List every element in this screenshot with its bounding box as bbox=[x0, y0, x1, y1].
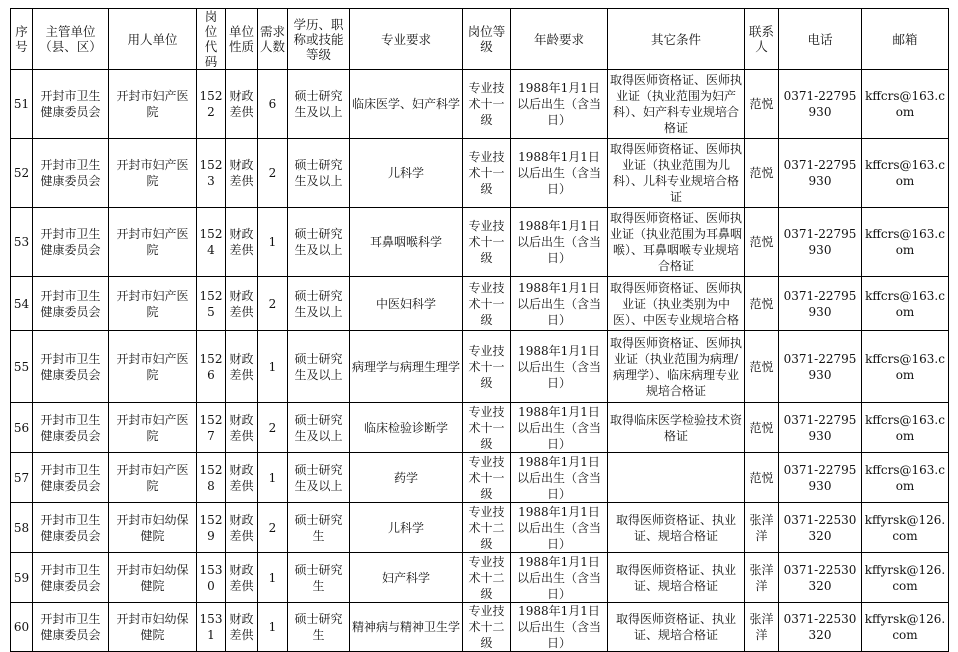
cell-nature: 财政差供 bbox=[226, 331, 258, 403]
cell-edu: 硕士研究生及以上 bbox=[288, 453, 350, 503]
cell-count: 2 bbox=[258, 403, 288, 453]
cell-email: kffyrsk@126.com bbox=[862, 503, 949, 553]
cell-code: 1531 bbox=[197, 603, 226, 652]
cell-phone: 0371-22530320 bbox=[779, 603, 862, 652]
cell-nature: 财政差供 bbox=[226, 277, 258, 331]
table-row bbox=[11, 70, 949, 139]
cell-edu: 硕士研究生及以上 bbox=[288, 208, 350, 277]
cell-contact: 范悦 bbox=[745, 139, 779, 208]
cell-other: 取得临床医学检验技术资格证 bbox=[608, 403, 745, 453]
cell-other: 取得医师资格证、执业证、规培合格证 bbox=[608, 553, 745, 603]
cell-code: 1523 bbox=[197, 139, 226, 208]
cell-age: 1988年1月1日以后出生（含当日） bbox=[511, 331, 608, 403]
cell-dept: 开封市卫生健康委员会 bbox=[33, 553, 109, 603]
cell-contact: 范悦 bbox=[745, 208, 779, 277]
cell-employer: 开封市妇产医院 bbox=[109, 331, 197, 403]
table-row bbox=[11, 277, 949, 331]
table-row bbox=[11, 603, 949, 652]
table-row bbox=[11, 553, 949, 603]
header-other: 其它条件 bbox=[608, 9, 745, 70]
cell-email: kffcrs@163.com bbox=[862, 70, 949, 139]
cell-nature: 财政差供 bbox=[226, 139, 258, 208]
cell-nature: 财政差供 bbox=[226, 553, 258, 603]
cell-phone: 0371-22795930 bbox=[779, 139, 862, 208]
header-row bbox=[11, 9, 949, 70]
cell-contact: 张洋洋 bbox=[745, 603, 779, 652]
cell-level: 专业技术十一级 bbox=[463, 208, 511, 277]
cell-seq: 52 bbox=[11, 139, 33, 208]
cell-age: 1988年1月1日以后出生（含当日） bbox=[511, 70, 608, 139]
cell-dept: 开封市卫生健康委员会 bbox=[33, 453, 109, 503]
cell-nature: 财政差供 bbox=[226, 70, 258, 139]
cell-code: 1525 bbox=[197, 277, 226, 331]
cell-dept: 开封市卫生健康委员会 bbox=[33, 403, 109, 453]
header-employer: 用人单位 bbox=[109, 9, 197, 70]
cell-major: 儿科学 bbox=[350, 503, 463, 553]
cell-seq: 55 bbox=[11, 331, 33, 403]
cell-age: 1988年1月1日以后出生（含当日） bbox=[511, 453, 608, 503]
cell-code: 1529 bbox=[197, 503, 226, 553]
cell-level: 专业技术十一级 bbox=[463, 139, 511, 208]
cell-contact: 范悦 bbox=[745, 331, 779, 403]
cell-level: 专业技术十一级 bbox=[463, 70, 511, 139]
cell-age: 1988年1月1日以后出生（含当日） bbox=[511, 603, 608, 652]
table-row bbox=[11, 403, 949, 453]
cell-other: 取得医师资格证、执业证、规培合格证 bbox=[608, 603, 745, 652]
cell-phone: 0371-22795930 bbox=[779, 277, 862, 331]
cell-major: 耳鼻咽喉科学 bbox=[350, 208, 463, 277]
cell-email: kffcrs@163.com bbox=[862, 139, 949, 208]
cell-age: 1988年1月1日以后出生（含当日） bbox=[511, 553, 608, 603]
cell-contact: 张洋洋 bbox=[745, 503, 779, 553]
cell-code: 1530 bbox=[197, 553, 226, 603]
header-phone: 电话 bbox=[779, 9, 862, 70]
header-age: 年龄要求 bbox=[511, 9, 608, 70]
cell-level: 专业技术十一级 bbox=[463, 403, 511, 453]
cell-email: kffcrs@163.com bbox=[862, 277, 949, 331]
cell-code: 1528 bbox=[197, 453, 226, 503]
recruitment-table bbox=[10, 8, 949, 652]
cell-seq: 57 bbox=[11, 453, 33, 503]
cell-edu: 硕士研究生 bbox=[288, 503, 350, 553]
cell-contact: 范悦 bbox=[745, 403, 779, 453]
cell-other: 取得医师资格证、医师执业证（执业范围为儿科）、儿科专业规培合格证 bbox=[608, 139, 745, 208]
cell-employer: 开封市妇产医院 bbox=[109, 208, 197, 277]
cell-count: 2 bbox=[258, 277, 288, 331]
header-level: 岗位等级 bbox=[463, 9, 511, 70]
cell-level: 专业技术十二级 bbox=[463, 603, 511, 652]
cell-major: 妇产科学 bbox=[350, 553, 463, 603]
table-row bbox=[11, 453, 949, 503]
header-nature: 单位性质 bbox=[226, 9, 258, 70]
cell-other bbox=[608, 453, 745, 503]
cell-other: 取得医师资格证、医师执业证（执业范围为妇产科）、妇产科专业规培合格证 bbox=[608, 70, 745, 139]
cell-other: 取得医师资格证、医师执业证（执业范围为病理/病理学）、临床病理专业规培合格证 bbox=[608, 331, 745, 403]
cell-contact: 范悦 bbox=[745, 453, 779, 503]
cell-email: kffcrs@163.com bbox=[862, 331, 949, 403]
cell-level: 专业技术十一级 bbox=[463, 453, 511, 503]
cell-count: 1 bbox=[258, 603, 288, 652]
cell-dept: 开封市卫生健康委员会 bbox=[33, 503, 109, 553]
cell-employer: 开封市妇幼保健院 bbox=[109, 603, 197, 652]
table-row bbox=[11, 503, 949, 553]
cell-phone: 0371-22530320 bbox=[779, 503, 862, 553]
cell-seq: 56 bbox=[11, 403, 33, 453]
table-row bbox=[11, 331, 949, 403]
cell-age: 1988年1月1日以后出生（含当日） bbox=[511, 277, 608, 331]
cell-employer: 开封市妇产医院 bbox=[109, 403, 197, 453]
cell-phone: 0371-22795930 bbox=[779, 403, 862, 453]
cell-edu: 硕士研究生 bbox=[288, 603, 350, 652]
cell-employer: 开封市妇幼保健院 bbox=[109, 503, 197, 553]
cell-count: 1 bbox=[258, 331, 288, 403]
cell-phone: 0371-22795930 bbox=[779, 453, 862, 503]
cell-major: 中医妇科学 bbox=[350, 277, 463, 331]
cell-email: kffyrsk@126.com bbox=[862, 603, 949, 652]
cell-employer: 开封市妇产医院 bbox=[109, 453, 197, 503]
cell-major: 儿科学 bbox=[350, 139, 463, 208]
cell-major: 临床医学、妇产科学 bbox=[350, 70, 463, 139]
cell-edu: 硕士研究生及以上 bbox=[288, 331, 350, 403]
cell-employer: 开封市妇产医院 bbox=[109, 277, 197, 331]
cell-phone: 0371-22530320 bbox=[779, 553, 862, 603]
cell-level: 专业技术十二级 bbox=[463, 553, 511, 603]
cell-count: 1 bbox=[258, 453, 288, 503]
cell-age: 1988年1月1日以后出生（含当日） bbox=[511, 139, 608, 208]
cell-count: 6 bbox=[258, 70, 288, 139]
cell-contact: 范悦 bbox=[745, 70, 779, 139]
cell-dept: 开封市卫生健康委员会 bbox=[33, 331, 109, 403]
cell-contact: 张洋洋 bbox=[745, 553, 779, 603]
header-edu: 学历、职称或技能等级 bbox=[288, 9, 350, 70]
cell-nature: 财政差供 bbox=[226, 208, 258, 277]
cell-age: 1988年1月1日以后出生（含当日） bbox=[511, 403, 608, 453]
cell-email: kffcrs@163.com bbox=[862, 453, 949, 503]
cell-edu: 硕士研究生及以上 bbox=[288, 403, 350, 453]
cell-edu: 硕士研究生 bbox=[288, 553, 350, 603]
cell-nature: 财政差供 bbox=[226, 503, 258, 553]
cell-seq: 51 bbox=[11, 70, 33, 139]
cell-count: 1 bbox=[258, 553, 288, 603]
cell-dept: 开封市卫生健康委员会 bbox=[33, 603, 109, 652]
cell-other: 取得医师资格证、医师执业证（执业类别为中医）、中医专业规培合格 bbox=[608, 277, 745, 331]
cell-dept: 开封市卫生健康委员会 bbox=[33, 139, 109, 208]
header-seq: 序号 bbox=[11, 9, 33, 70]
header-major: 专业要求 bbox=[350, 9, 463, 70]
cell-edu: 硕士研究生及以上 bbox=[288, 277, 350, 331]
cell-other: 取得医师资格证、执业证、规培合格证 bbox=[608, 503, 745, 553]
cell-level: 专业技术十一级 bbox=[463, 277, 511, 331]
cell-phone: 0371-22795930 bbox=[779, 331, 862, 403]
cell-nature: 财政差供 bbox=[226, 603, 258, 652]
cell-employer: 开封市妇产医院 bbox=[109, 139, 197, 208]
header-count: 需求人数 bbox=[258, 9, 288, 70]
table-body bbox=[11, 70, 949, 652]
cell-dept: 开封市卫生健康委员会 bbox=[33, 208, 109, 277]
cell-seq: 54 bbox=[11, 277, 33, 331]
header-email: 邮箱 bbox=[862, 9, 949, 70]
cell-count: 1 bbox=[258, 208, 288, 277]
cell-nature: 财政差供 bbox=[226, 403, 258, 453]
cell-employer: 开封市妇产医院 bbox=[109, 70, 197, 139]
cell-nature: 财政差供 bbox=[226, 453, 258, 503]
cell-count: 2 bbox=[258, 139, 288, 208]
cell-phone: 0371-22795930 bbox=[779, 70, 862, 139]
cell-edu: 硕士研究生及以上 bbox=[288, 70, 350, 139]
cell-code: 1522 bbox=[197, 70, 226, 139]
cell-major: 临床检验诊断学 bbox=[350, 403, 463, 453]
cell-phone: 0371-22795930 bbox=[779, 208, 862, 277]
header-code: 岗位代码 bbox=[197, 9, 226, 70]
cell-email: kffyrsk@126.com bbox=[862, 553, 949, 603]
cell-code: 1524 bbox=[197, 208, 226, 277]
cell-contact: 范悦 bbox=[745, 277, 779, 331]
table-row bbox=[11, 139, 949, 208]
cell-seq: 60 bbox=[11, 603, 33, 652]
cell-employer: 开封市妇幼保健院 bbox=[109, 553, 197, 603]
cell-major: 药学 bbox=[350, 453, 463, 503]
cell-edu: 硕士研究生及以上 bbox=[288, 139, 350, 208]
header-contact: 联系人 bbox=[745, 9, 779, 70]
header-dept: 主管单位（县、区） bbox=[33, 9, 109, 70]
cell-major: 病理学与病理生理学 bbox=[350, 331, 463, 403]
cell-level: 专业技术十一级 bbox=[463, 331, 511, 403]
cell-code: 1526 bbox=[197, 331, 226, 403]
cell-email: kffcrs@163.com bbox=[862, 403, 949, 453]
cell-major: 精神病与精神卫生学 bbox=[350, 603, 463, 652]
cell-seq: 58 bbox=[11, 503, 33, 553]
cell-seq: 53 bbox=[11, 208, 33, 277]
cell-age: 1988年1月1日以后出生（含当日） bbox=[511, 503, 608, 553]
cell-seq: 59 bbox=[11, 553, 33, 603]
cell-count: 2 bbox=[258, 503, 288, 553]
table-row bbox=[11, 208, 949, 277]
cell-level: 专业技术十二级 bbox=[463, 503, 511, 553]
cell-other: 取得医师资格证、医师执业证（执业范围为耳鼻咽喉）、耳鼻咽喉专业规培合格证 bbox=[608, 208, 745, 277]
cell-email: kffcrs@163.com bbox=[862, 208, 949, 277]
cell-age: 1988年1月1日以后出生（含当日） bbox=[511, 208, 608, 277]
cell-code: 1527 bbox=[197, 403, 226, 453]
cell-dept: 开封市卫生健康委员会 bbox=[33, 70, 109, 139]
cell-dept: 开封市卫生健康委员会 bbox=[33, 277, 109, 331]
